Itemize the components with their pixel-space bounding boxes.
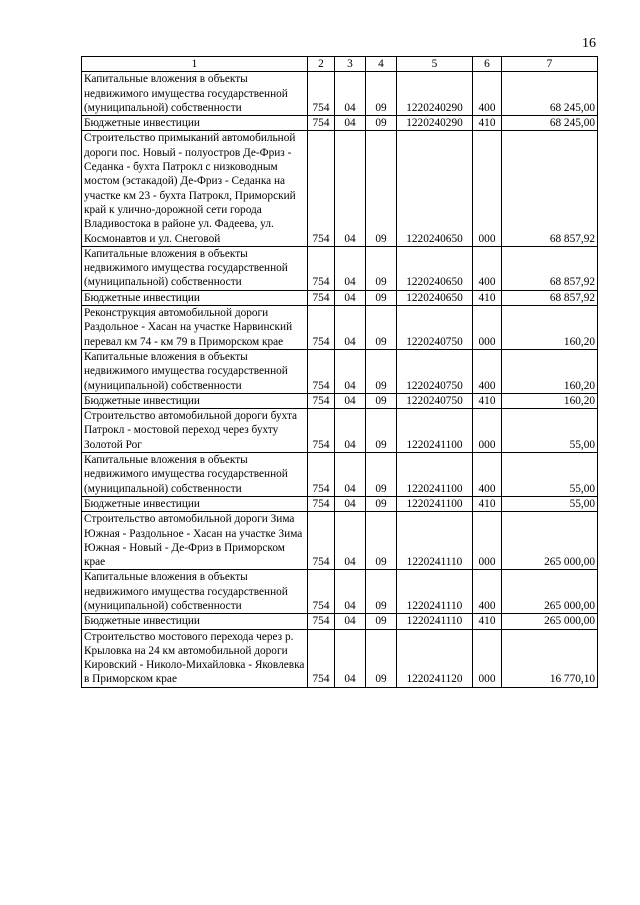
- row-name-cell: Реконструкция автомобильной дороги Раздольное - Хасан на участке Нарвинский перевал км 74 - км 79 в Приморском крае: [82, 306, 308, 350]
- row-amount-cell: 160,20: [502, 306, 598, 350]
- table-row: [82, 453, 598, 497]
- row-subsection-cell: 09: [366, 393, 397, 408]
- row-name-cell: Капитальные вложения в объекты недвижимого имущества государственной (муниципальной) собственности: [82, 246, 308, 290]
- row-amount-cell: 265 000,00: [502, 512, 598, 570]
- table-row: [82, 349, 598, 393]
- row-amount-cell: 55,00: [502, 409, 598, 453]
- row-target-article-cell: 1220241110: [397, 614, 473, 629]
- table-row: [82, 290, 598, 305]
- row-section-cell: 04: [335, 614, 366, 629]
- row-section-cell: 04: [335, 290, 366, 305]
- row-target-article-cell: 1220240750: [397, 349, 473, 393]
- row-expense-type-cell: 400: [473, 349, 502, 393]
- row-target-article-cell: 1220240290: [397, 72, 473, 116]
- row-subsection-cell: 09: [366, 453, 397, 497]
- row-target-article-cell: 1220240750: [397, 393, 473, 408]
- row-expense-type-cell: 000: [473, 512, 502, 570]
- row-name-cell: Капитальные вложения в объекты недвижимого имущества государственной (муниципальной) собственности: [82, 570, 308, 614]
- row-subsection-cell: 09: [366, 246, 397, 290]
- row-target-article-cell: 1220240290: [397, 116, 473, 131]
- row-expense-type-cell: 000: [473, 629, 502, 687]
- row-amount-cell: 265 000,00: [502, 570, 598, 614]
- row-section-cell: 04: [335, 393, 366, 408]
- row-subsection-cell: 09: [366, 496, 397, 511]
- row-target-article-cell: 1220241100: [397, 409, 473, 453]
- row-target-article-cell: 1220241110: [397, 570, 473, 614]
- row-target-article-cell: 1220241110: [397, 512, 473, 570]
- table-header-row: [82, 57, 598, 72]
- row-name-cell: Строительство мостового перехода через р. Крыловка на 24 км автомобильной дороги Кировский - Николо-Михайловка - Яковлевка в Приморском крае: [82, 629, 308, 687]
- row-code-cell: 754: [308, 614, 335, 629]
- column-header: 5: [397, 57, 473, 72]
- row-expense-type-cell: 410: [473, 496, 502, 511]
- row-code-cell: 754: [308, 570, 335, 614]
- table-row: [82, 306, 598, 350]
- table-row: [82, 629, 598, 687]
- row-section-cell: 04: [335, 72, 366, 116]
- table-row: [82, 614, 598, 629]
- row-section-cell: 04: [335, 453, 366, 497]
- row-target-article-cell: 1220240650: [397, 290, 473, 305]
- row-target-article-cell: 1220240650: [397, 246, 473, 290]
- row-name-cell: Капитальные вложения в объекты недвижимого имущества государственной (муниципальной) собственности: [82, 453, 308, 497]
- row-expense-type-cell: 410: [473, 614, 502, 629]
- row-expense-type-cell: 410: [473, 290, 502, 305]
- row-amount-cell: 160,20: [502, 393, 598, 408]
- table-row: [82, 246, 598, 290]
- row-subsection-cell: 09: [366, 614, 397, 629]
- row-target-article-cell: 1220241100: [397, 453, 473, 497]
- row-expense-type-cell: 000: [473, 131, 502, 246]
- row-code-cell: 754: [308, 496, 335, 511]
- row-code-cell: 754: [308, 116, 335, 131]
- row-name-cell: Капитальные вложения в объекты недвижимого имущества государственной (муниципальной) собственности: [82, 349, 308, 393]
- row-expense-type-cell: 400: [473, 72, 502, 116]
- row-section-cell: 04: [335, 246, 366, 290]
- table-row: [82, 570, 598, 614]
- column-header: 2: [308, 57, 335, 72]
- row-name-cell: Капитальные вложения в объекты недвижимого имущества государственной (муниципальной) собственности: [82, 72, 308, 116]
- row-code-cell: 754: [308, 629, 335, 687]
- row-amount-cell: 55,00: [502, 496, 598, 511]
- table-row: [82, 116, 598, 131]
- row-target-article-cell: 1220240650: [397, 131, 473, 246]
- row-subsection-cell: 09: [366, 629, 397, 687]
- row-amount-cell: 160,20: [502, 349, 598, 393]
- table-row: [82, 512, 598, 570]
- column-header: 1: [82, 57, 308, 72]
- row-subsection-cell: 09: [366, 349, 397, 393]
- row-section-cell: 04: [335, 306, 366, 350]
- row-section-cell: 04: [335, 496, 366, 511]
- row-name-cell: Бюджетные инвестиции: [82, 614, 308, 629]
- row-section-cell: 04: [335, 116, 366, 131]
- row-subsection-cell: 09: [366, 409, 397, 453]
- row-expense-type-cell: 000: [473, 409, 502, 453]
- row-target-article-cell: 1220240750: [397, 306, 473, 350]
- column-header: 4: [366, 57, 397, 72]
- row-target-article-cell: 1220241100: [397, 496, 473, 511]
- row-name-cell: Бюджетные инвестиции: [82, 496, 308, 511]
- row-code-cell: 754: [308, 512, 335, 570]
- row-name-cell: Строительство примыканий автомобильной дороги пос. Новый - полуостров Де-Фриз - Седанка - бухта Патрокл с низководным мостом (эстакадой) Де-Фриз - Седанка на участке км 23 - бухта Патрокл, Приморский край к улично-дорожной сети города Владивостока в районе ул. Фадеева, ул. Космонавтов и ул. Снеговой: [82, 131, 308, 246]
- page-number: 16: [582, 36, 596, 51]
- row-section-cell: 04: [335, 409, 366, 453]
- column-header: 6: [473, 57, 502, 72]
- row-code-cell: 754: [308, 409, 335, 453]
- row-section-cell: 04: [335, 629, 366, 687]
- table-row: [82, 72, 598, 116]
- table-row: [82, 131, 598, 246]
- row-amount-cell: 16 770,10: [502, 629, 598, 687]
- row-subsection-cell: 09: [366, 306, 397, 350]
- row-section-cell: 04: [335, 570, 366, 614]
- budget-table: [81, 56, 598, 688]
- row-code-cell: 754: [308, 131, 335, 246]
- row-expense-type-cell: 400: [473, 453, 502, 497]
- row-amount-cell: 55,00: [502, 453, 598, 497]
- table-row: [82, 409, 598, 453]
- row-target-article-cell: 1220241120: [397, 629, 473, 687]
- row-name-cell: Строительство автомобильной дороги Зима Южная - Раздольное - Хасан на участке Зима Южная - Новый - Де-Фриз в Приморском крае: [82, 512, 308, 570]
- row-code-cell: 754: [308, 393, 335, 408]
- row-subsection-cell: 09: [366, 512, 397, 570]
- row-code-cell: 754: [308, 290, 335, 305]
- row-section-cell: 04: [335, 512, 366, 570]
- row-code-cell: 754: [308, 246, 335, 290]
- row-subsection-cell: 09: [366, 116, 397, 131]
- table-row: [82, 393, 598, 408]
- row-amount-cell: 68 857,92: [502, 290, 598, 305]
- row-amount-cell: 68 245,00: [502, 72, 598, 116]
- row-amount-cell: 68 857,92: [502, 246, 598, 290]
- row-section-cell: 04: [335, 131, 366, 246]
- row-code-cell: 754: [308, 306, 335, 350]
- column-header: 3: [335, 57, 366, 72]
- row-name-cell: Бюджетные инвестиции: [82, 116, 308, 131]
- row-section-cell: 04: [335, 349, 366, 393]
- row-subsection-cell: 09: [366, 570, 397, 614]
- row-expense-type-cell: 400: [473, 570, 502, 614]
- column-header: 7: [502, 57, 598, 72]
- row-expense-type-cell: 400: [473, 246, 502, 290]
- table-body: [82, 72, 598, 687]
- row-subsection-cell: 09: [366, 131, 397, 246]
- row-name-cell: Бюджетные инвестиции: [82, 290, 308, 305]
- row-code-cell: 754: [308, 453, 335, 497]
- row-subsection-cell: 09: [366, 72, 397, 116]
- row-amount-cell: 68 857,92: [502, 131, 598, 246]
- row-amount-cell: 68 245,00: [502, 116, 598, 131]
- row-subsection-cell: 09: [366, 290, 397, 305]
- row-expense-type-cell: 000: [473, 306, 502, 350]
- row-name-cell: Бюджетные инвестиции: [82, 393, 308, 408]
- row-name-cell: Строительство автомобильной дороги бухта Патрокл - мостовой переход через бухту Золотой Рог: [82, 409, 308, 453]
- table-row: [82, 496, 598, 511]
- row-amount-cell: 265 000,00: [502, 614, 598, 629]
- row-code-cell: 754: [308, 349, 335, 393]
- row-expense-type-cell: 410: [473, 393, 502, 408]
- row-expense-type-cell: 410: [473, 116, 502, 131]
- row-code-cell: 754: [308, 72, 335, 116]
